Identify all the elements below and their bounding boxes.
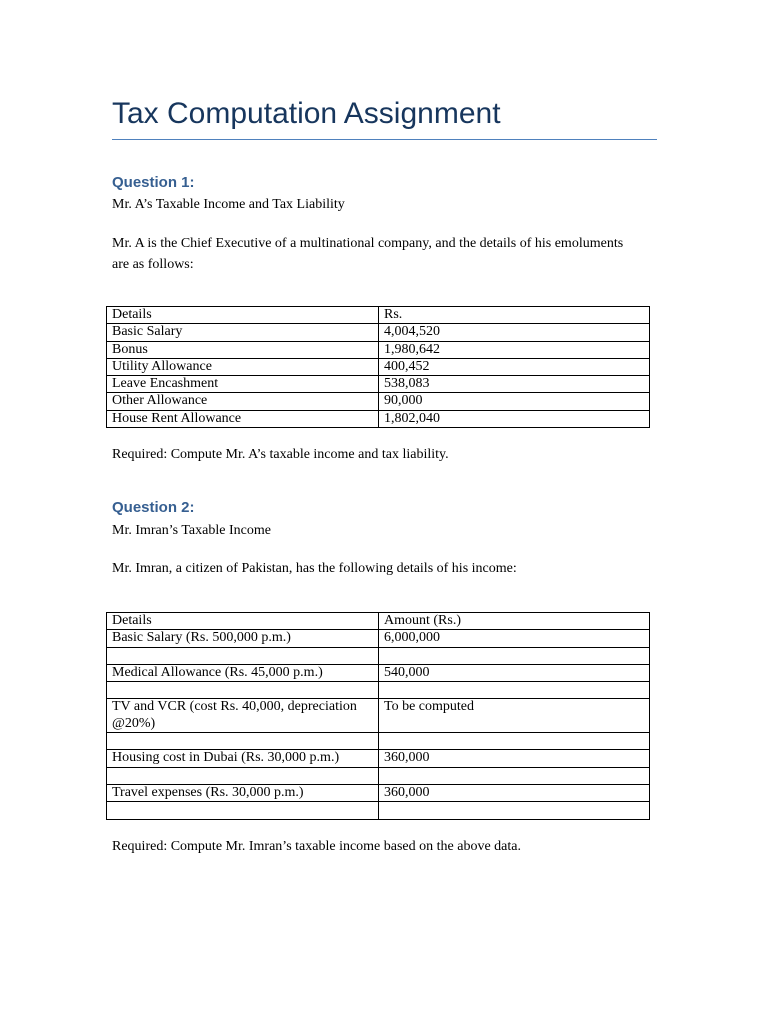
amount-cell: 1,980,642	[379, 341, 650, 358]
table-row	[107, 341, 650, 358]
question-2-required: Required: Compute Mr. Imran’s taxable income based on the above data.	[112, 839, 521, 854]
table-header-row	[107, 307, 650, 324]
blank-row	[107, 647, 650, 664]
details-cell: Other Allowance	[107, 393, 379, 410]
question-1-subtitle: Mr. A’s Taxable Income and Tax Liability	[112, 197, 345, 212]
question-2-intro: Mr. Imran, a citizen of Pakistan, has the following details of his income:	[112, 561, 517, 576]
amount-cell: 90,000	[379, 393, 650, 410]
details-cell: Bonus	[107, 341, 379, 358]
income-table	[106, 612, 650, 820]
question-1-intro-line: are as follows:	[112, 257, 194, 272]
table-row	[107, 376, 650, 393]
table-header-row	[107, 613, 650, 630]
details-cell: Utility Allowance	[107, 358, 379, 375]
details-cell: Medical Allowance (Rs. 45,000 p.m.)	[107, 664, 379, 681]
amount-cell: 1,802,040	[379, 410, 650, 427]
table-row	[107, 784, 650, 801]
question-2-subtitle: Mr. Imran’s Taxable Income	[112, 523, 271, 538]
blank-cell	[379, 647, 650, 664]
blank-cell	[107, 682, 379, 699]
header-cell-amount: Amount (Rs.)	[379, 613, 650, 630]
blank-row	[107, 802, 650, 819]
details-cell: Travel expenses (Rs. 30,000 p.m.)	[107, 784, 379, 801]
document-title: Tax Computation Assignment	[112, 97, 501, 130]
amount-cell: 4,004,520	[379, 324, 650, 341]
table-row	[107, 630, 650, 647]
blank-cell	[107, 733, 379, 750]
blank-cell	[107, 767, 379, 784]
details-cell: House Rent Allowance	[107, 410, 379, 427]
details-cell: Basic Salary	[107, 324, 379, 341]
table-row	[107, 358, 650, 375]
question-1-required: Required: Compute Mr. A’s taxable income and tax liability.	[112, 447, 449, 462]
blank-row	[107, 682, 650, 699]
header-cell-details: Details	[107, 613, 379, 630]
blank-cell	[107, 802, 379, 819]
table-row	[107, 664, 650, 681]
blank-row	[107, 767, 650, 784]
blank-cell	[379, 733, 650, 750]
table-row	[107, 324, 650, 341]
details-cell: Leave Encashment	[107, 376, 379, 393]
amount-cell: 540,000	[379, 664, 650, 681]
blank-cell	[379, 802, 650, 819]
question-2-heading: Question 2:	[112, 499, 195, 516]
amount-cell: 400,452	[379, 358, 650, 375]
header-cell-amount: Rs.	[379, 307, 650, 324]
question-1-intro	[112, 233, 623, 275]
blank-cell	[379, 767, 650, 784]
amount-cell: 360,000	[379, 750, 650, 767]
details-cell: Housing cost in Dubai (Rs. 30,000 p.m.)	[107, 750, 379, 767]
blank-cell	[107, 647, 379, 664]
blank-cell	[379, 682, 650, 699]
amount-cell: 538,083	[379, 376, 650, 393]
blank-row	[107, 733, 650, 750]
question-1-heading: Question 1:	[112, 174, 195, 191]
amount-cell: 6,000,000	[379, 630, 650, 647]
amount-cell: 360,000	[379, 784, 650, 801]
amount-cell: To be computed	[379, 699, 650, 733]
table-row	[107, 699, 650, 733]
table-row	[107, 393, 650, 410]
header-cell-details: Details	[107, 307, 379, 324]
table-row	[107, 750, 650, 767]
details-cell: Basic Salary (Rs. 500,000 p.m.)	[107, 630, 379, 647]
question-1-intro-line: Mr. A is the Chief Executive of a multinational company, and the details of his emoluments	[112, 236, 624, 251]
emoluments-table	[106, 306, 650, 428]
title-underline	[112, 139, 657, 140]
details-cell: TV and VCR (cost Rs. 40,000, depreciation @20%)	[107, 699, 379, 733]
table-row	[107, 410, 650, 427]
